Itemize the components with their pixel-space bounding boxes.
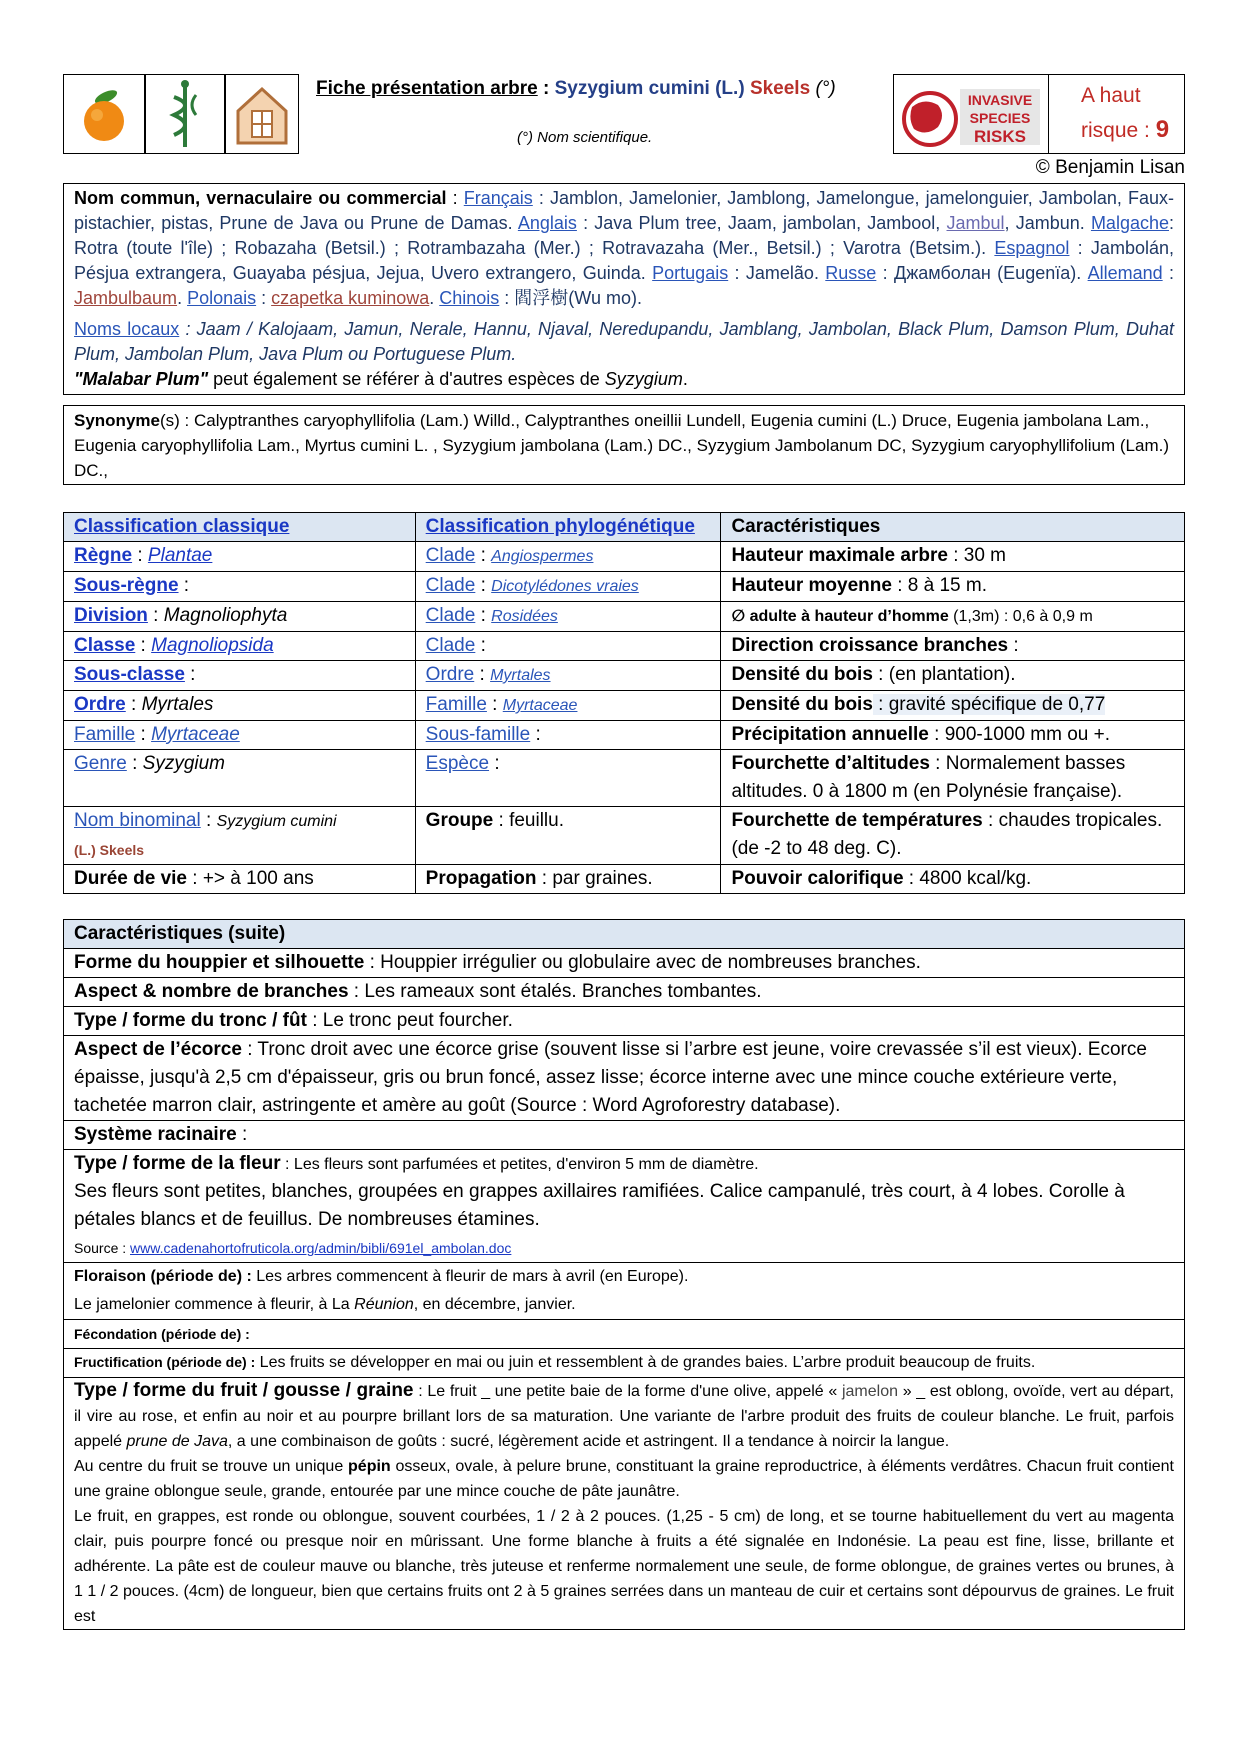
classification-table (63, 512, 1185, 894)
lang-de[interactable]: Allemand (1087, 263, 1163, 283)
lang-fr[interactable]: Français (463, 188, 533, 208)
rank-sous-classe[interactable]: Sous-classe (74, 664, 185, 685)
lang-en[interactable]: Anglais (517, 213, 577, 233)
synonyms-section: Synonyme(s) : Calyptranthes caryophyllifolia (Lam.) Willd., Calyptranthes oneillii Lundell, Eugenia cumini (L.) Druce, Eugenia jambolana Lam., Eugenia caryophyllifolia Lam., Myrtus cumini L. , Syzygium jambolana (Lam.) DC., Syzygium Jambolanum DC, Syzygium caryophyllifolium (Lam.) DC., (63, 405, 1185, 485)
table-row: Famille : Myrtaceae Sous-famille : Précipitation annuelle : 900-1000 mm ou +. (64, 721, 1185, 750)
synonyms-text: Calyptranthes caryophyllifolia (Lam.) Willd., Calyptranthes oneillii Lundell, Eugenia cumini (L.) Druce, Eugenia jambolana Lam., Eugenia caryophyllifolia Lam., Myrtus cumini L. , Syzygium jambolana (Lam.) DC., Syzygium Jambolanum DC, Syzygium caryophyllifolium (Lam.) DC., (74, 411, 1169, 480)
logo-text-species: SPECIES (969, 110, 1031, 126)
lang-ru[interactable]: Russe (825, 263, 877, 283)
common-names-section: Nom commun, vernaculaire ou commercial : Français : Jamblon, Jamelonier, Jamblong, Jamelongue, jamelonguier, Jambolan, Faux-pistachier, pistas, Prune de Java ou Prune de Damas. Anglais : Java Plum tree, Jaam, jambolan, Jambool, Jambul, Jambun. Malgache: Rotra (toute l'île) ; Robazaha (Betsil.) ; Rotrambazaha (Mer.) ; Rotravazaha (Mer., Betsil.) ; Varotra (Betsim.). Espagnol : Jambolán, Pésjua extrangera, Guayaba pésjua, Jejua, Uvero extrangero, Guinda. Portugais : Jamelão. Russe : Джамболан (Eugenïa). Allemand : Jambulbaum. Polonais : czapetka kuminowa. Chinois : 閻浮樹(Wu mo). Noms locaux : Jaam / Kalojaam, Jamun, Nerale, Hannu, Njaval, Neredupandu, Jamblang, Jambolan, Black Plum, Damson Plum, Duhat Plum, Jambolan Plum, Java Plum ou Portuguese Plum. "Malabar Plum" peut également se référer à d'autres espèces de Syzygium. (63, 183, 1185, 395)
scientific-mark: (°) (815, 78, 836, 99)
table-row: Sous-règne : Clade : Dicotylédones vraies Hauteur moyenne : 8 à 15 m. (64, 572, 1185, 602)
lang-pt[interactable]: Portugais (652, 263, 729, 283)
rank-regne[interactable]: Règne (74, 545, 133, 566)
orange-fruit-icon-box (63, 74, 145, 154)
detail-row: Type / forme de la fleur : Les fleurs sont parfumées et petites, d'environ 5 mm de diamètre. Ses fleurs sont petites, blanches, groupées en grappes axillaires ramifiées. Calice campanulé, très court, à 4 lobes. Corolle à pétales blancs et de feuillus. De nombreuses étamines. Source : www.cadenahortofruticola.org/admin/bibli/691el_ambolan.doc (64, 1150, 1185, 1263)
local-names: : Jaam / Kalojaam, Jamun, Nerale, Hannu, Njaval, Neredupandu, Jamblang, Jambolan, Black Plum, Damson Plum, Duhat Plum, Jambolan Plum, Java Plum ou Portuguese Plum. (74, 319, 1174, 364)
rank-ordre[interactable]: Ordre (74, 694, 126, 715)
table-row: Classe : Magnoliopsida Clade : Direction croissance branches : (64, 632, 1185, 661)
lang-pl[interactable]: Polonais (187, 288, 257, 308)
header-classique: Classification classique (64, 513, 416, 542)
author-l: (L.) (715, 78, 745, 99)
rank-genre[interactable]: Genre (74, 753, 127, 774)
house-icon-box (225, 74, 299, 154)
table-row: Nom binominal : Syzygium cumini (L.) Skeels Groupe : feuillu. Fourchette de températures : chaudes tropicales. (de -2 to 48 deg. C). (64, 807, 1185, 865)
details-table (63, 919, 1185, 1630)
invasive-species-risks-icon (894, 75, 1048, 153)
names-heading: Nom commun, vernaculaire ou commercial (74, 188, 447, 208)
risk-line-2: risque : 9 (1081, 116, 1170, 143)
details-heading: Caractéristiques (suite) (64, 920, 1185, 949)
lang-zh[interactable]: Chinois (439, 288, 500, 308)
risk-line-1: A haut (1081, 84, 1141, 107)
caduceus-icon-box (145, 74, 225, 154)
classification-header (64, 513, 1185, 542)
table-row: Sous-classe : Ordre : Myrtales Densité du bois : (en plantation). (64, 661, 1185, 691)
rank-famille[interactable]: Famille (74, 724, 136, 745)
rank-sous-regne[interactable]: Sous-règne (74, 575, 179, 596)
malabar-line: "Malabar Plum" peut également se référer à d'autres espèces de Syzygium. (74, 369, 688, 389)
risk-value: 9 (1155, 116, 1170, 143)
caduceus-icon (146, 75, 224, 153)
copyright: © Benjamin Lisan (1035, 157, 1185, 178)
link-czapetka[interactable]: czapetka kuminowa (271, 288, 430, 308)
table-row: Genre : Syzygium Espèce : Fourchette d’altitudes : Normalement basses altitudes. 0 à 1800 m (en Polynésie française). (64, 750, 1185, 807)
detail-row: Système racinaire : (64, 1121, 1185, 1150)
risk-level-box (1049, 74, 1185, 154)
invasive-species-logo (893, 74, 1049, 154)
detail-row: Forme du houppier et silhouette : Houppier irrégulier ou globulaire avec de nombreuses branches. (64, 949, 1185, 978)
header-caracteristiques: Caractéristiques (721, 513, 1185, 542)
lang-es[interactable]: Espagnol (994, 238, 1070, 258)
table-row: Division : Magnoliophyta Clade : Rosidées ∅ adulte à hauteur d’homme (1,3m) : 0,6 à 0,9 m (64, 602, 1185, 632)
table-row: Durée de vie : +> à 100 ans Propagation : par graines. Pouvoir calorifique : 4800 kcal/kg. (64, 865, 1185, 894)
link-jambulbaum[interactable]: Jambulbaum (74, 288, 178, 308)
local-names-label[interactable]: Noms locaux (74, 319, 180, 339)
synonyms-label: Synonyme (74, 411, 160, 430)
lang-mg[interactable]: Malgache (1090, 213, 1169, 233)
page-title: Fiche présentation arbre : Syzygium cumini (L.) Skeels (°) (316, 78, 836, 99)
detail-row: Aspect de l’écorce : Tronc droit avec une écorce grise (souvent lisse si l’arbre est jeune, voire crevassée s’il est vieux). Ecorce épaisse, jusqu'à 2,5 cm d'épaisseur, gris ou brun foncé, assez lisse; écorce interne avec une mince couche extérieure verte, tachetée marron clair, astringente et amère au goût (Source : Word Agroforestry database). (64, 1036, 1185, 1121)
detail-row: Aspect & nombre de branches : Les rameaux sont étalés. Branches tombantes. (64, 978, 1185, 1007)
detail-row: Fécondation (période de) : (64, 1320, 1185, 1349)
scientific-note: (°) Nom scientifique. (517, 129, 653, 146)
detail-row: Fructification (période de) : Les fruits se développer en mai ou juin et ressemblent à de grandes baies. L’arbre produit beaucoup de fruits. (64, 1349, 1185, 1378)
author-skeels: Skeels (749, 78, 811, 99)
table-row: Règne : Plantae Clade : Angiospermes Hauteur maximale arbre : 30 m (64, 542, 1185, 572)
source-link[interactable]: www.cadenahortofruticola.org/admin/bibli/691el_ambolan.doc (130, 1240, 512, 1256)
detail-row: Type / forme du fruit / gousse / graine : Le fruit _ une petite baie de la forme d'une olive, appelé « jamelon » _ est oblong, ovoïde, vert au départ, il vire au rose, et enfin au noir et au pourpre brillant lors de sa maturation. Une variante de l'arbre produit des fruits de couleur blanche. Le fruit, parfois appelé prune de Java, a une combinaison de goûts : sucré, légèrement acide et astringent. Il a tendance à noircir la langue. Au centre du fruit se trouve un unique pépin osseux, ovale, à pelure brune, constituant la graine reproductrice, à éléments verdâtres. Chacun fruit contient une graine oblongue seule, grande, entourée par une mince couche de pâte jaunâtre. Le fruit, en grappes, est ronde ou oblongue, souvent courbées, 1 / 2 à 2 pouces. (1,25 - 5 cm) de long, et se tourne habituellement du vert au magenta clair, puis pourpre foncé ou presque noir en mûrissant. Une forme blanche à fruits a été signalée en Indonésie. La peau est fine, lisse, brillante et adhérente. La pâte est de couleur mauve ou blanche, très juteuse et renferme normalement une seule, de forme oblongue, de graines vertes ou brunes, à 1 1 / 2 pouces. (4cm) de longueur, bien que certains fruits ont 2 à 5 graines serrées dans un manteau de cuir et certains sont dépourvus de graines. Le fruit est (64, 1378, 1185, 1630)
detail-row: Floraison (période de) : Les arbres commencent à fleurir de mars à avril (en Europe). Le jamelonier commence à fleurir, à La Réunion, en décembre, janvier. (64, 1263, 1185, 1320)
header-phylogenetique: Classification phylogénétique (415, 513, 721, 542)
rank-division[interactable]: Division (74, 605, 148, 626)
logo-text-risks: RISKS (974, 127, 1026, 146)
orange-fruit-icon (64, 75, 144, 153)
link-jambul[interactable]: Jambul (946, 213, 1005, 233)
logo-text-invasive: INVASIVE (967, 92, 1033, 108)
detail-row: Type / forme du tronc / fût : Le tronc peut fourcher. (64, 1007, 1185, 1036)
species-name: Syzygium cumini (554, 78, 710, 99)
house-icon (226, 75, 298, 153)
rank-nom-binominal[interactable]: Nom binominal (74, 810, 201, 831)
rank-classe[interactable]: Classe (74, 635, 136, 656)
title-label: Fiche présentation arbre (316, 78, 538, 99)
table-row: Ordre : Myrtales Famille : Myrtaceae Densité du bois : gravité spécifique de 0,77 (64, 691, 1185, 721)
